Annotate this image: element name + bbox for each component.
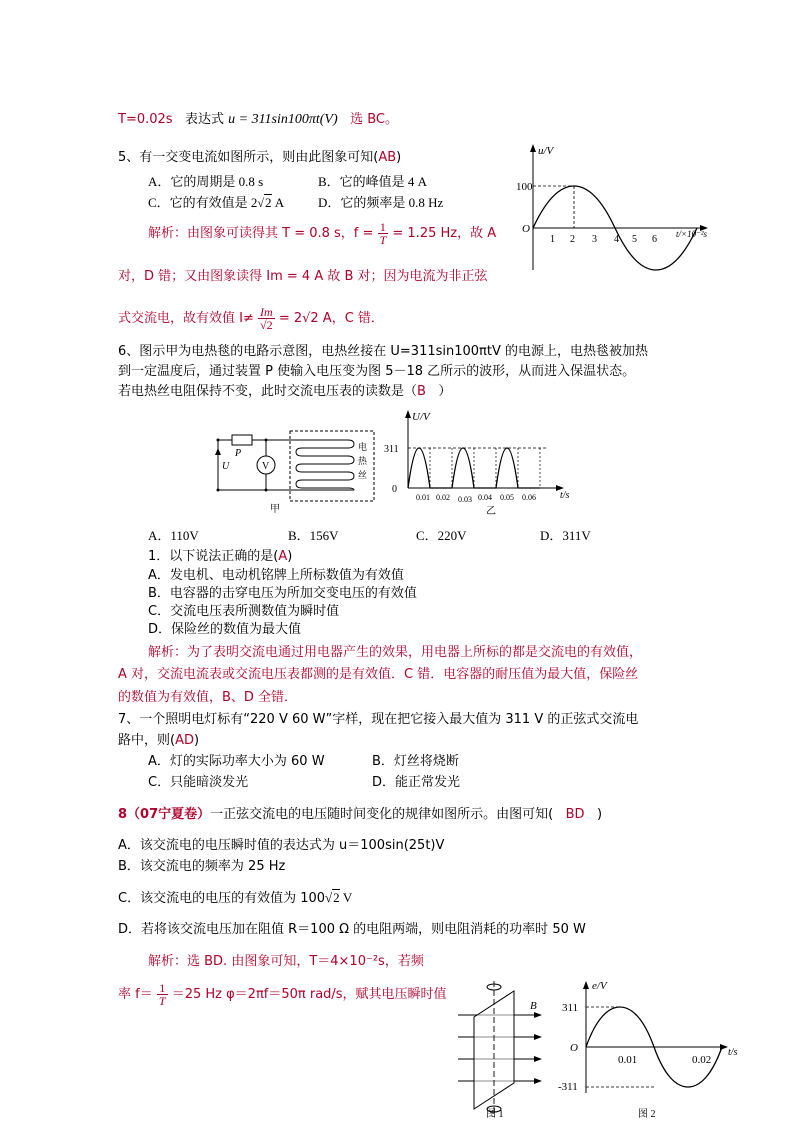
q1-stem-close: ) bbox=[287, 549, 293, 564]
q5-explanation-2: 对，D 错；又由图象读得 Im = 4 A 故 B 对；因为电流为非正弦 bbox=[118, 269, 488, 284]
q1-explanation-1: 解析：为了表明交流电通过用电器产生的效果，用电器上所标的都是交流电的有效值， bbox=[148, 645, 643, 660]
q6-answer: B bbox=[417, 384, 426, 399]
q5-option-a: A．它的周期是 0.8 s bbox=[148, 174, 264, 189]
q6-line-1: 6、图示甲为电热毯的电路示意图，电热丝接在 U=311sin100πtV 的电源上，电热毯被加热 bbox=[118, 344, 649, 359]
q6-graph-ylabel: U/V bbox=[412, 411, 430, 423]
q5-graph-ylabel: u/V bbox=[538, 145, 554, 157]
q1-option-b: B．电容器的击穿电压为所加交变电压的有效值 bbox=[148, 586, 417, 601]
q6-circuit-diagram bbox=[210, 428, 380, 516]
q5-option-c-root: 2 bbox=[265, 195, 272, 210]
q6-option-c: C．220V bbox=[416, 528, 467, 543]
q8-fig2-yn311: -311 bbox=[558, 1081, 578, 1093]
q5-graph-x4: 4 bbox=[614, 234, 619, 245]
q8-exp2-fraction: $\frac{1}{T}$ bbox=[158, 981, 166, 1008]
q8-fig1-caption: 图 1 bbox=[486, 1109, 504, 1120]
q5-graph-x1: 1 bbox=[550, 234, 555, 245]
q8-figure-1-coil bbox=[452, 975, 552, 1123]
q8-answer: BD bbox=[565, 807, 585, 822]
q5-answer: AB bbox=[378, 150, 397, 165]
q7-option-c: C．只能暗淡发光 bbox=[148, 775, 249, 790]
q8-explanation-1: 解析：选 BD. 由图象可知，T＝4×10⁻²s，若频 bbox=[148, 954, 424, 969]
q5-exp1-tail: = 1.25 Hz，故 A bbox=[392, 226, 497, 241]
q6-line-2: 到一定温度后，通过装置 P 使输入电压变为图 5－18 乙所示的波形，从而进入保温状态。 bbox=[118, 364, 636, 379]
q8-option-c: C．该交流电的电压的有效值为 100√2 V bbox=[118, 890, 353, 906]
q5-option-d: D．它的频率是 0.8 Hz bbox=[318, 195, 444, 210]
q8-fig2-t2: 0.02 bbox=[692, 1054, 712, 1066]
q5-graph-x6: 6 bbox=[652, 234, 657, 245]
q6-option-d: D．311V bbox=[540, 528, 591, 543]
q8-fig1-b-label: B bbox=[530, 1000, 537, 1012]
q5-stem bbox=[118, 146, 401, 165]
q6-graph-t5: 0.05 bbox=[500, 493, 514, 502]
q8-fig2-y311: 311 bbox=[562, 1002, 579, 1014]
q5-graph-x5: 5 bbox=[632, 234, 637, 245]
q5-explanation-3 bbox=[118, 306, 384, 331]
q1-option-d: D．保险丝的数值为最大值 bbox=[148, 622, 302, 637]
q8-option-a: A．该交流电的电压瞬时值的表达式为 u＝100sin(25t)V bbox=[118, 838, 445, 853]
q1-stem bbox=[148, 545, 292, 564]
q6-line-3-text: 若电热丝电阻保持不变，此时交流电压表的读数是（ bbox=[118, 384, 418, 399]
q1-stem-text: 1．以下说法正确的是( bbox=[148, 549, 279, 564]
q6-graph-y311: 311 bbox=[384, 444, 399, 455]
q8-fig2-t1: 0.01 bbox=[618, 1054, 638, 1066]
q6-yi-caption: 乙 bbox=[486, 506, 496, 517]
q6-graph-t2: 0.02 bbox=[436, 493, 450, 502]
q6-p-label: P bbox=[235, 448, 242, 459]
q1-explanation-3: 的数值为有效值，B、D 全错． bbox=[118, 690, 298, 705]
q7-line-1: 7、一个照明电灯标有“220 V 60 W”字样，现在把它接入最大值为 311 V 的正弦式交流电 bbox=[118, 712, 639, 727]
q6-heater-char-1: 电 bbox=[358, 443, 368, 453]
top-choice: 选 BC。 bbox=[350, 112, 398, 127]
q7-line-2-close: ) bbox=[193, 733, 200, 748]
q8-option-b: B．该交流电的频率为 25 Hz bbox=[118, 859, 286, 874]
q5-exp3-fraction: $\frac{Im}{√2}$ bbox=[260, 305, 273, 332]
q6-option-b: B．156V bbox=[288, 528, 339, 543]
q5-option-b: B．它的峰值是 4 A bbox=[318, 174, 428, 189]
q5-stem-text: 5、有一交变电流如图所示，则由此图象可知( bbox=[118, 150, 379, 165]
q8-option-c-root: 2 bbox=[333, 890, 340, 905]
q8-option-d: D．若将该交流电压加在阻值 R＝100 Ω 的电阻两端，则电阻消耗的功率时 50 W bbox=[118, 922, 586, 937]
q5-graph-y100: 100 bbox=[516, 181, 533, 193]
q5-exp1-text: 解析：由图象可读得其 T = 0.8 s，f = bbox=[148, 226, 374, 241]
q8-stem-text: 一正弦交流电的电压随时间变化的规律如图所示。由图可知( bbox=[210, 807, 554, 822]
q5-exp1-fraction: $\frac{1}{T}$ bbox=[379, 220, 387, 247]
q8-number: 8（07宁夏卷） bbox=[118, 807, 211, 822]
q6-line-3-close: ） bbox=[438, 384, 452, 399]
q5-exp3-tail: = 2√2 A，C 错． bbox=[278, 311, 384, 326]
q6-option-a: A．110V bbox=[148, 528, 199, 543]
top-expr-label: 表达式 bbox=[184, 112, 224, 127]
q8-exp2-text: 率 f＝ bbox=[118, 987, 153, 1002]
q8-explanation-2 bbox=[118, 982, 447, 1007]
q8-fig2-caption: 图 2 bbox=[638, 1109, 656, 1120]
q6-graph-xlabel: t/s bbox=[560, 490, 570, 501]
q5-graph-origin: O bbox=[522, 223, 530, 235]
q1-option-c: C．交流电压表所测数值为瞬时值 bbox=[148, 604, 340, 619]
q7-option-b: B．灯丝将烧断 bbox=[372, 754, 459, 769]
q5-sine-graph bbox=[516, 140, 716, 275]
q5-option-c-unit: A bbox=[271, 195, 285, 210]
q5-option-c: C．它的有效值是 2√2 A bbox=[148, 195, 285, 210]
q8-fig2-origin: O bbox=[570, 1042, 578, 1054]
q8-stem-close: ) bbox=[596, 807, 603, 822]
q5-exp3-text: 式交流电，故有效值 I≠ bbox=[118, 311, 254, 326]
top-period-line bbox=[118, 108, 398, 128]
q5-graph-x2: 2 bbox=[570, 234, 575, 245]
q6-graph-origin: 0 bbox=[392, 484, 397, 495]
q5-graph-x3: 3 bbox=[592, 234, 597, 245]
q1-explanation-2: A 对，交流电流表或交流电压表都测的是有效值．C 错．电容器的耐压值为最大值，保险丝 bbox=[118, 667, 639, 682]
q8-exp2-tail: ＝25 Hz φ＝2πf＝50π rad/s，赋其电压瞬时值 bbox=[171, 987, 447, 1002]
q6-graph-t3: 0.03 bbox=[458, 495, 472, 504]
q6-graph-t4: 0.04 bbox=[478, 493, 492, 502]
q8-option-c-unit: V bbox=[339, 890, 353, 905]
q8-figure-2-graph bbox=[556, 975, 746, 1123]
q7-option-d: D．能正常发光 bbox=[372, 775, 461, 790]
q6-waveform-graph bbox=[382, 408, 582, 520]
top-expression: u = 311sin100πt(V) bbox=[228, 112, 338, 127]
q7-answer: AD bbox=[175, 733, 194, 748]
q7-line-2-text: 路中，则( bbox=[118, 733, 176, 748]
q1-option-a: A．发电机、电动机铭牌上所标数值为有效值 bbox=[148, 568, 404, 583]
q7-line-2 bbox=[118, 729, 199, 748]
q1-answer: A bbox=[278, 549, 288, 564]
q6-graph-t1: 0.01 bbox=[416, 493, 430, 502]
q6-jia-caption: 甲 bbox=[270, 504, 280, 515]
top-period: T=0.02s bbox=[118, 112, 173, 127]
q5-explanation-1 bbox=[148, 221, 496, 246]
q7-option-a: A．灯的实际功率大小为 60 W bbox=[148, 754, 325, 769]
q5-stem-close: ) bbox=[396, 150, 402, 165]
q8-fig2-ylabel: e/V bbox=[592, 980, 607, 992]
q6-line-3 bbox=[118, 380, 451, 399]
q8-fig2-xlabel: t/s bbox=[728, 1047, 738, 1058]
q5-graph-xlabel: t/×10⁻²s bbox=[676, 229, 708, 239]
q8-option-c-text: C．该交流电的电压的有效值为 100 bbox=[118, 891, 326, 906]
q5-option-c-text: C．它的有效值是 2 bbox=[148, 195, 258, 210]
q6-heater-char-3: 丝 bbox=[358, 471, 368, 481]
q8-stem bbox=[118, 803, 602, 822]
q6-graph-t6: 0.06 bbox=[522, 493, 536, 502]
q6-u-label: U bbox=[222, 461, 230, 472]
q6-heater-char-2: 热 bbox=[358, 457, 368, 467]
q6-voltmeter-label: V bbox=[262, 461, 270, 472]
